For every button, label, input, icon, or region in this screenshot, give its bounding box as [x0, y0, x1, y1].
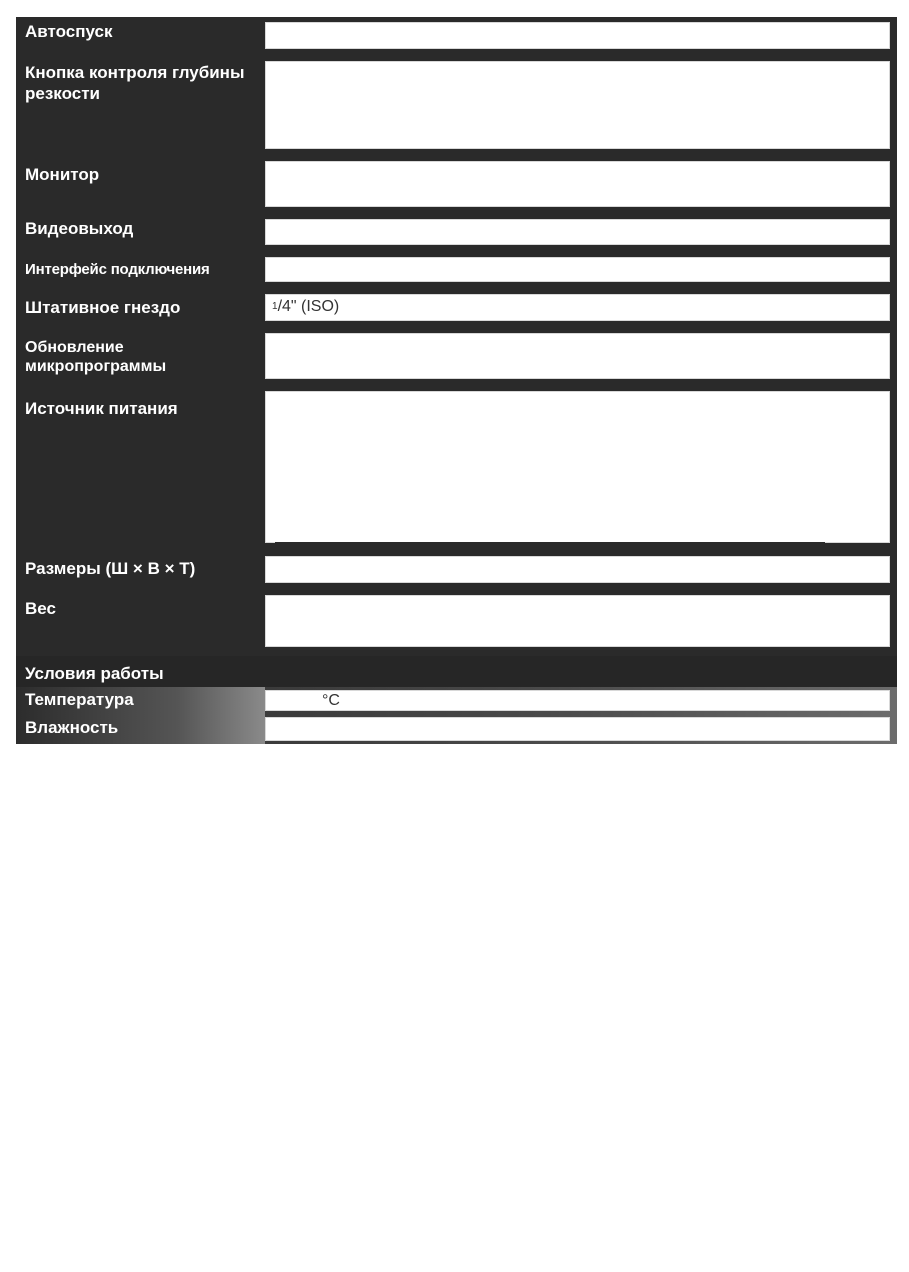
- spec-value: [265, 294, 890, 321]
- spec-label: Источник питания: [25, 399, 178, 418]
- spec-row-monitor: [16, 156, 897, 212]
- spec-row-interface: [16, 252, 897, 287]
- spec-label: Видеовыход: [25, 219, 134, 238]
- spec-label: Размеры (Ш × В × Т): [25, 559, 196, 578]
- spec-label: Вес: [25, 599, 56, 618]
- spec-value: [265, 333, 890, 379]
- divider-line: [275, 542, 825, 544]
- spec-value: [265, 595, 890, 647]
- spec-value: [265, 22, 890, 49]
- spec-row-temperature: [16, 687, 897, 714]
- spec-value: °C: [265, 690, 890, 711]
- spec-value: [265, 257, 890, 282]
- spec-row-weight: [16, 590, 897, 652]
- section-title: Условия работы: [25, 664, 164, 683]
- spec-value: [265, 556, 890, 583]
- spec-value: [265, 61, 890, 149]
- spec-label: Влажность: [25, 718, 119, 737]
- spec-label: Температура: [25, 690, 134, 709]
- spec-row-tripod-socket: [16, 289, 897, 326]
- spec-label: Монитор: [25, 165, 100, 184]
- spec-value: [265, 391, 890, 543]
- spec-row-depth-of-field-button: [16, 56, 897, 154]
- spec-row-humidity: [16, 714, 897, 744]
- spec-row-video-output: [16, 214, 897, 250]
- spec-value-text: /4" (ISO): [277, 298, 340, 315]
- spec-row-self-timer: [16, 17, 897, 54]
- spec-row-power-source: [16, 386, 897, 548]
- spec-value: [265, 219, 890, 245]
- spec-label: Штативное гнездо: [25, 298, 181, 317]
- operating-conditions-header: [16, 656, 897, 687]
- spec-label: Обновление микропрограммы: [25, 339, 167, 375]
- spec-row-firmware-update: [16, 328, 897, 384]
- spec-value: [265, 717, 890, 741]
- spec-label: Автоспуск: [25, 22, 113, 41]
- spec-label: Интерфейс подключения: [25, 261, 210, 278]
- spec-value: [265, 161, 890, 207]
- specifications-table: [16, 17, 897, 744]
- spec-label: Кнопка контроля глубины резкости: [25, 63, 245, 103]
- spec-row-dimensions: [16, 551, 897, 588]
- spec-value-superscript: 1: [272, 301, 278, 312]
